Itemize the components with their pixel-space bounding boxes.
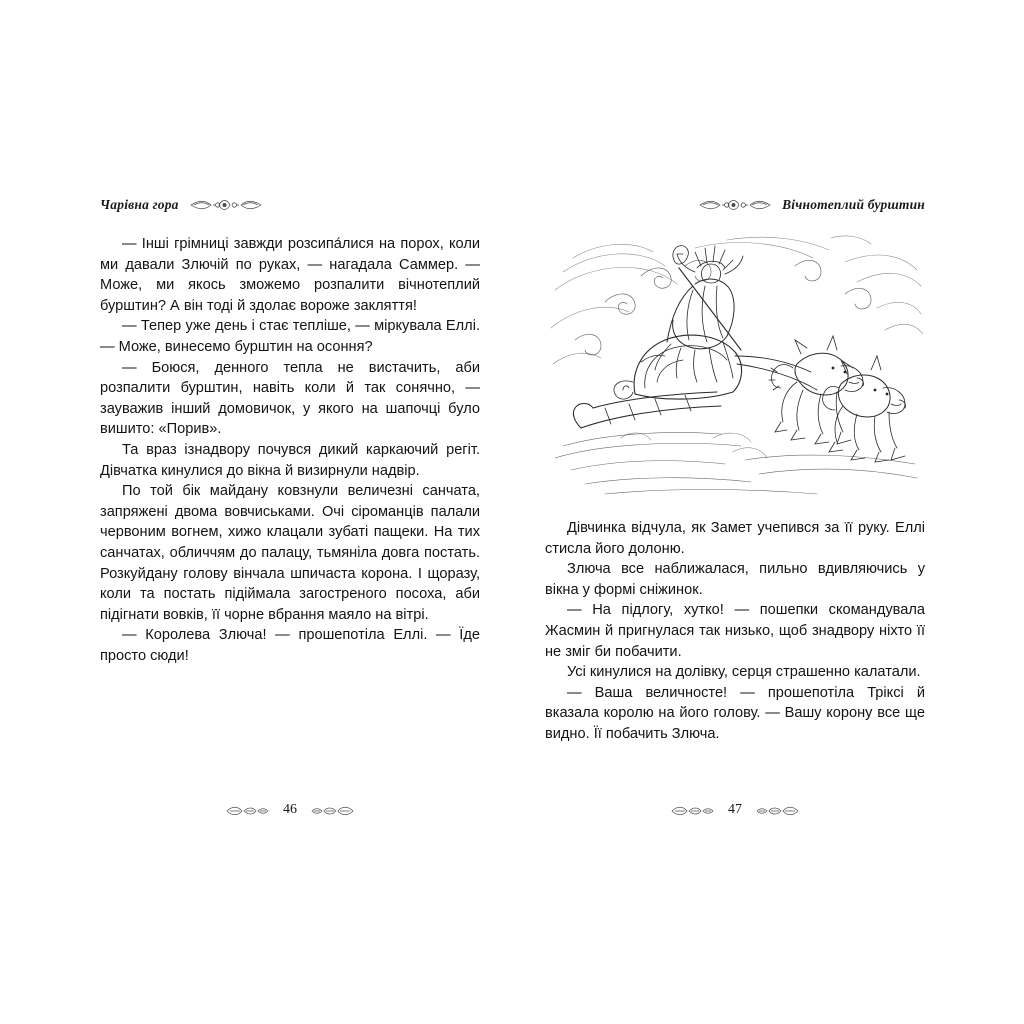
leaf-ornament-icon <box>753 804 799 817</box>
right-page-body <box>545 518 925 745</box>
paragraph: — Інші грімниці завжди розсипа́лися на порох, коли ми давали Злючій по руках, — нагадала Саммер. — Може, ми якось зможемо розпалити вічнотеплий бурштин? А він тоді й здолає вороже закляття! <box>100 236 480 314</box>
paragraph: Дівчинка відчула, як Замет учепився за її руку. Еллі стисла його долоню. <box>545 520 925 557</box>
leaf-ornament-icon <box>226 804 272 817</box>
running-head-right <box>545 190 925 220</box>
paragraph: — Королева Злюча! — прошепотіла Еллі. — Їде просто сюди! <box>100 627 480 664</box>
floral-ornament-icon <box>698 197 772 213</box>
right-page <box>545 190 925 830</box>
folio-right <box>545 802 925 818</box>
paragraph: — Тепер уже день і стає тепліше, — міркувала Еллі. — Може, винесемо бурштин на осоння? <box>100 318 480 355</box>
running-head-left <box>100 190 480 220</box>
left-page-body <box>100 234 480 666</box>
page-number: 46 <box>283 802 297 817</box>
running-head-left-title: Чарівна гора <box>100 197 179 212</box>
leaf-ornament-icon <box>671 804 717 817</box>
floral-ornament-icon <box>189 197 263 213</box>
leaf-ornament-icon <box>308 804 354 817</box>
paragraph: Та враз ізнадвору почувся дикий каркаючий регіт. Дівчатка кинулися до вікна й визирнули надвір. <box>100 441 480 479</box>
running-head-right-title: Вічнотеплий бурштин <box>782 197 925 212</box>
page-number: 47 <box>728 802 742 817</box>
left-page <box>100 190 480 830</box>
sleigh-pulled-by-wolves-illustration <box>545 232 925 504</box>
paragraph: Злюча все наближалася, пильно вдивляючись у вікна у формі сніжинок. <box>545 561 925 598</box>
paragraph: Усі кинулися на долівку, серця страшенно калатали. <box>567 664 921 681</box>
paragraph: — На підлогу, хутко! — пошепки скомандувала Жасмин й пригнулася так низько, щоб знадвору ніхто її не зміг би побачити. <box>545 602 925 660</box>
paragraph: — Ваша величносте! — прошепотіла Тріксі й вказала королю на його голову. — Вашу корону все ще видно. Її побачить Злюча. <box>545 684 925 742</box>
folio-left <box>100 802 480 818</box>
paragraph: — Боюся, денного тепла не вистачить, аби розпалити бурштин, навіть коли й так сонячно, — зауважив інший домовичок, у якого на шапочці було вишито: «Порив». <box>100 359 480 438</box>
paragraph: По той бік майдану ковзнули величезні санчата, запряжені двома вовчиськами. Очі сіроманців палали червоним вогнем, хижо клацали зубаті пащеки. На тих санчатах, обличчям до палацу, тьмяніла довга постать. Розкуйдану голову вінчала шпичаста корона. І щоразу, коли та постать підіймала загостреного посоха, аби підігнати вовків, її чорне вбрання маяло на вітрі. <box>100 483 480 623</box>
